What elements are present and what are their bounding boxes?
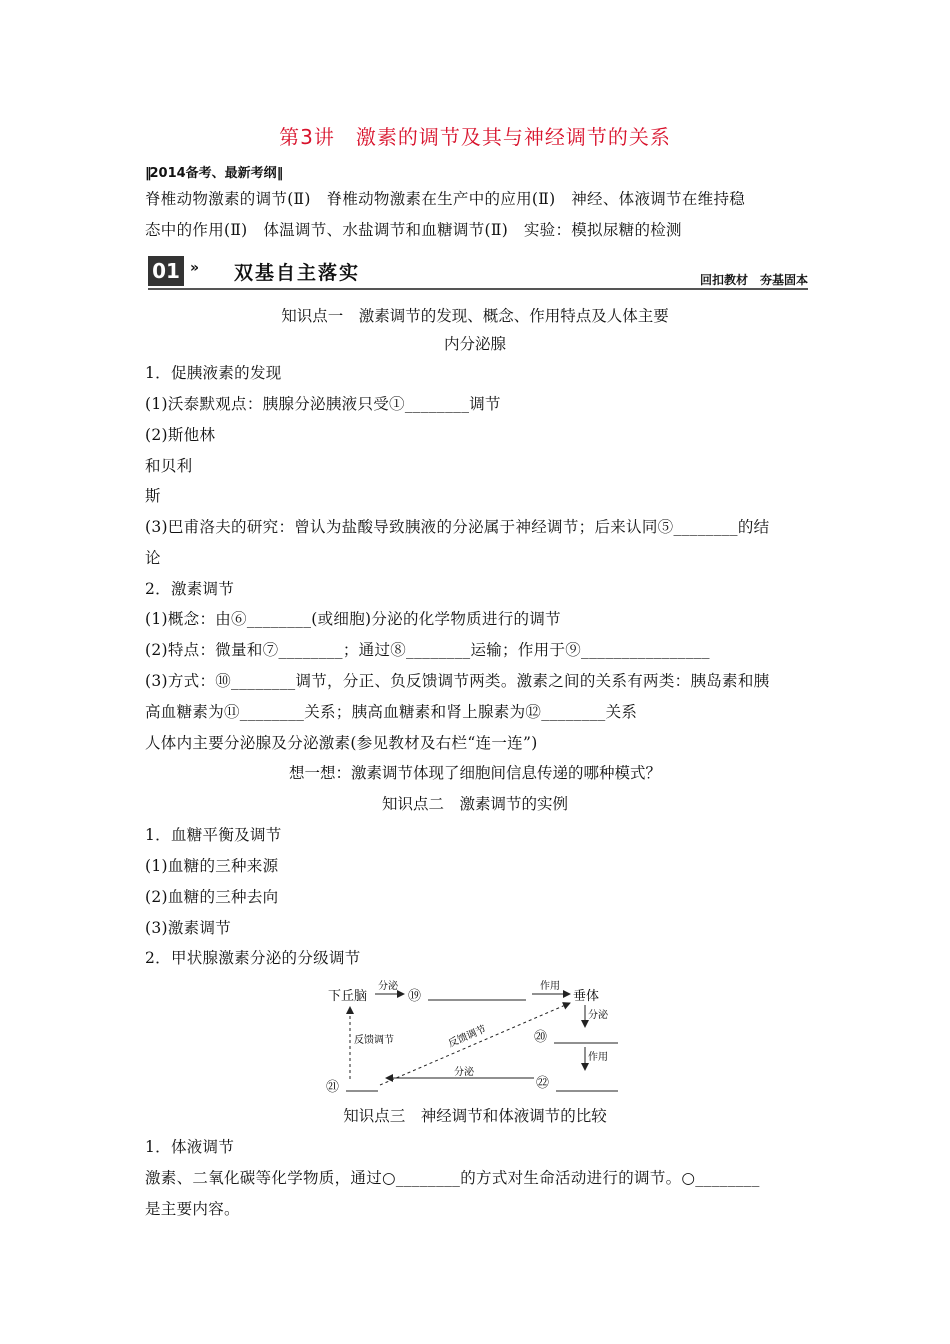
act-label-2: 作用 xyxy=(588,1052,608,1063)
body-line: 激素、二氧化碳等化学物质，通过○________的方式对生命活动进行的调节。○________ xyxy=(145,1169,760,1187)
tag-text: 2014备考、最新考纲 xyxy=(149,166,277,181)
kp1-heading-line2: 内分泌腺 xyxy=(443,335,506,353)
feedback-label-1: 反馈调节 xyxy=(354,1035,394,1046)
kp2-heading: 知识点二 激素调节的实例 xyxy=(381,795,568,813)
syllabus-tag xyxy=(145,162,281,181)
thyroid-regulation-diagram xyxy=(320,975,630,1100)
body-line: 2．激素调节 xyxy=(145,580,235,598)
syllabus-line-2: 态中的作用(Ⅱ) 体温调节、水盐调节和血糖调节(Ⅱ) 实验：模拟尿糖的检测 xyxy=(145,221,682,239)
act-label-1: 作用 xyxy=(540,981,560,992)
body-line: (2)特点：微量和⑦________；通过⑧________运输；作用于⑨________________ xyxy=(145,641,710,659)
hypothalamus-label: 下丘脑 xyxy=(328,989,368,1004)
body-line: (3)巴甫洛夫的研究：曾认为盐酸导致胰液的分泌属于神经调节；后来认同⑤________的结 xyxy=(145,518,770,536)
body-line: (2)斯他林 xyxy=(145,426,216,444)
feedback-label-2: 反馈调节 xyxy=(446,1024,488,1050)
blank-21-number: ㉑ xyxy=(326,1080,340,1095)
body-line: 和贝利 xyxy=(145,457,193,475)
kp3-heading: 知识点三 神经调节和体液调节的比较 xyxy=(343,1107,607,1125)
chevron-icon: » xyxy=(190,260,200,276)
body-line: (1)血糖的三种来源 xyxy=(145,857,279,875)
body-line: 1．血糖平衡及调节 xyxy=(145,826,282,844)
section-subtitle: 回扣教材 夯基固本 xyxy=(699,273,808,287)
pituitary-label: 垂体 xyxy=(573,989,600,1004)
secrete-label-2: 分泌 xyxy=(588,1010,608,1021)
kp1-heading-line1: 知识点一 激素调节的发现、概念、作用特点及人体主要 xyxy=(281,307,669,325)
body-line: (3)方式：⑩________调节，分正、负反馈调节两类。激素之间的关系有两类：胰岛素和胰 xyxy=(145,672,770,690)
body-line: (1)沃泰默观点：胰腺分泌胰液只受①________调节 xyxy=(145,395,501,413)
think-question: 想一想：激素调节体现了细胞间信息传递的哪种模式？ xyxy=(288,764,661,782)
tag-right-bar: ‖ xyxy=(276,166,282,181)
body-line: 人体内主要分泌腺及分泌激素(参见教材及右栏“连一连”) xyxy=(145,734,538,752)
body-line: 1．体液调节 xyxy=(145,1138,235,1156)
body-line: 高血糖素为⑪________关系；胰高血糖素和肾上腺素为⑫________关系 xyxy=(145,703,638,721)
syllabus-line-1: 脊椎动物激素的调节(Ⅱ) 脊椎动物激素在生产中的应用(Ⅱ) 神经、体液调节在维持稳 xyxy=(145,190,746,208)
section-header xyxy=(148,254,808,292)
body-line: (2)血糖的三种去向 xyxy=(145,888,279,906)
section-name: 双基自主落实 xyxy=(234,262,361,284)
secrete-label-3: 分泌 xyxy=(454,1067,474,1078)
body-line: 斯 xyxy=(145,487,161,505)
secrete-label-1: 分泌 xyxy=(378,981,398,992)
section-rule xyxy=(148,288,808,290)
body-line: (3)激素调节 xyxy=(145,919,232,937)
body-line: 2．甲状腺激素分泌的分级调节 xyxy=(145,949,361,967)
body-line: (1)概念：由⑥________(或细胞)分泌的化学物质进行的调节 xyxy=(145,610,561,628)
body-line: 1．促胰液素的发现 xyxy=(145,364,282,382)
blank-22-number: ㉒ xyxy=(536,1076,550,1091)
section-number: 01 xyxy=(148,256,184,286)
body-line: 论 xyxy=(145,549,161,567)
tag-left-bar: ‖ xyxy=(145,166,150,181)
page-title: 第3讲 激素的调节及其与神经调节的关系 xyxy=(279,125,671,149)
blank-19-number: ⑲ xyxy=(408,989,422,1004)
body-line: 是主要内容。 xyxy=(145,1200,240,1218)
blank-20-number: ⑳ xyxy=(534,1030,548,1045)
